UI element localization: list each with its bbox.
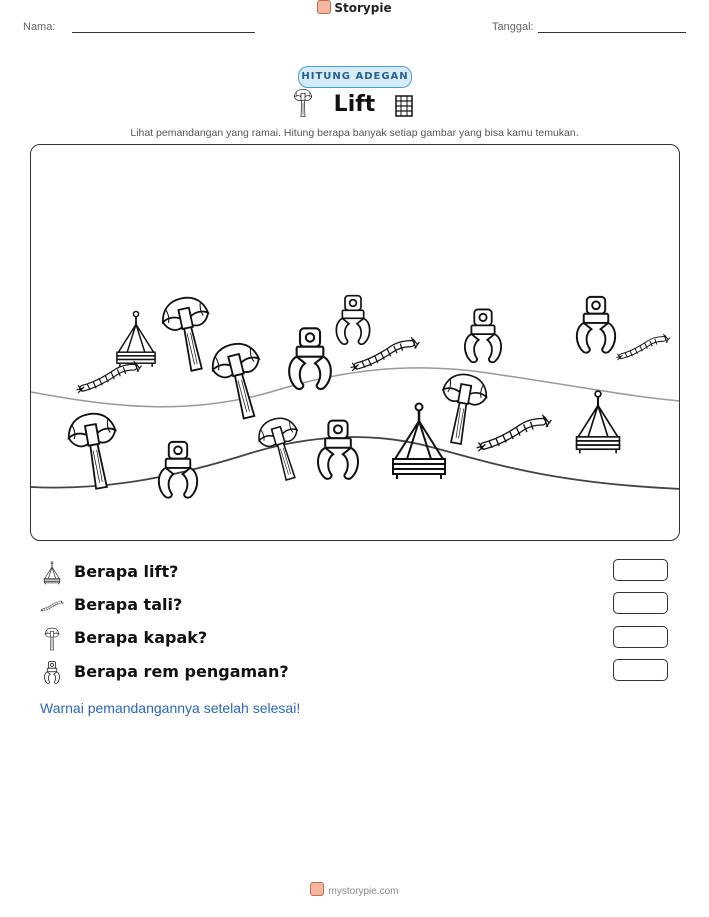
rope-icon <box>616 334 670 360</box>
brand-name: Storypie <box>334 1 392 15</box>
lift-icon <box>117 312 155 367</box>
axe-icon <box>208 339 272 423</box>
safety-brake-icon <box>336 296 369 345</box>
question-text: Berapa lift? <box>74 562 179 581</box>
question-text: Berapa rem pengaman? <box>74 662 289 681</box>
lift-icon <box>577 391 620 453</box>
name-label: Nama: <box>23 21 56 33</box>
lift-icon <box>40 561 64 585</box>
safety-brake-icon <box>318 421 358 479</box>
counting-scene[interactable] <box>30 144 680 541</box>
site-url[interactable]: mystorypie.com <box>328 886 399 897</box>
brand <box>0 0 709 15</box>
axe-icon <box>65 410 125 492</box>
scene-count-badge: HITUNG ADEGAN <box>298 66 412 88</box>
answer-box-lift[interactable] <box>613 559 668 581</box>
question-text: Berapa tali? <box>74 595 183 614</box>
date-field-line[interactable] <box>538 32 686 33</box>
rope-icon <box>40 594 64 618</box>
rope-icon <box>477 415 552 451</box>
instructions: Lihat pemandangan yang ramai. Hitung berapa banyak setiap gambar yang bisa kamu temukan. <box>130 127 579 139</box>
title-lift-icon <box>394 94 414 118</box>
back-hill-line <box>31 368 680 407</box>
storypie-logo-icon <box>317 0 331 14</box>
safety-brake-icon <box>40 661 64 685</box>
axe-icon <box>159 294 219 375</box>
footer-note: Warnai pemandangannya setelah selesai! <box>40 700 301 716</box>
safety-brake-icon <box>159 442 197 498</box>
answer-box-rope[interactable] <box>613 592 668 614</box>
storypie-logo-icon <box>310 882 324 896</box>
answer-box-axe[interactable] <box>613 626 668 648</box>
safety-brake-icon <box>577 297 615 353</box>
safety-brake-icon <box>465 309 501 362</box>
scene-illustration <box>31 145 680 541</box>
axe-icon <box>40 627 64 651</box>
page-title: Lift <box>333 92 376 117</box>
date-label: Tanggal: <box>492 21 534 33</box>
axe-icon <box>434 371 489 447</box>
answer-box-safety-brake[interactable] <box>613 659 668 681</box>
site-footer <box>0 882 709 897</box>
rope-icon <box>77 361 142 393</box>
name-field-line[interactable] <box>72 32 255 33</box>
safety-brake-icon <box>289 328 331 389</box>
question-text: Berapa kapak? <box>74 628 208 647</box>
